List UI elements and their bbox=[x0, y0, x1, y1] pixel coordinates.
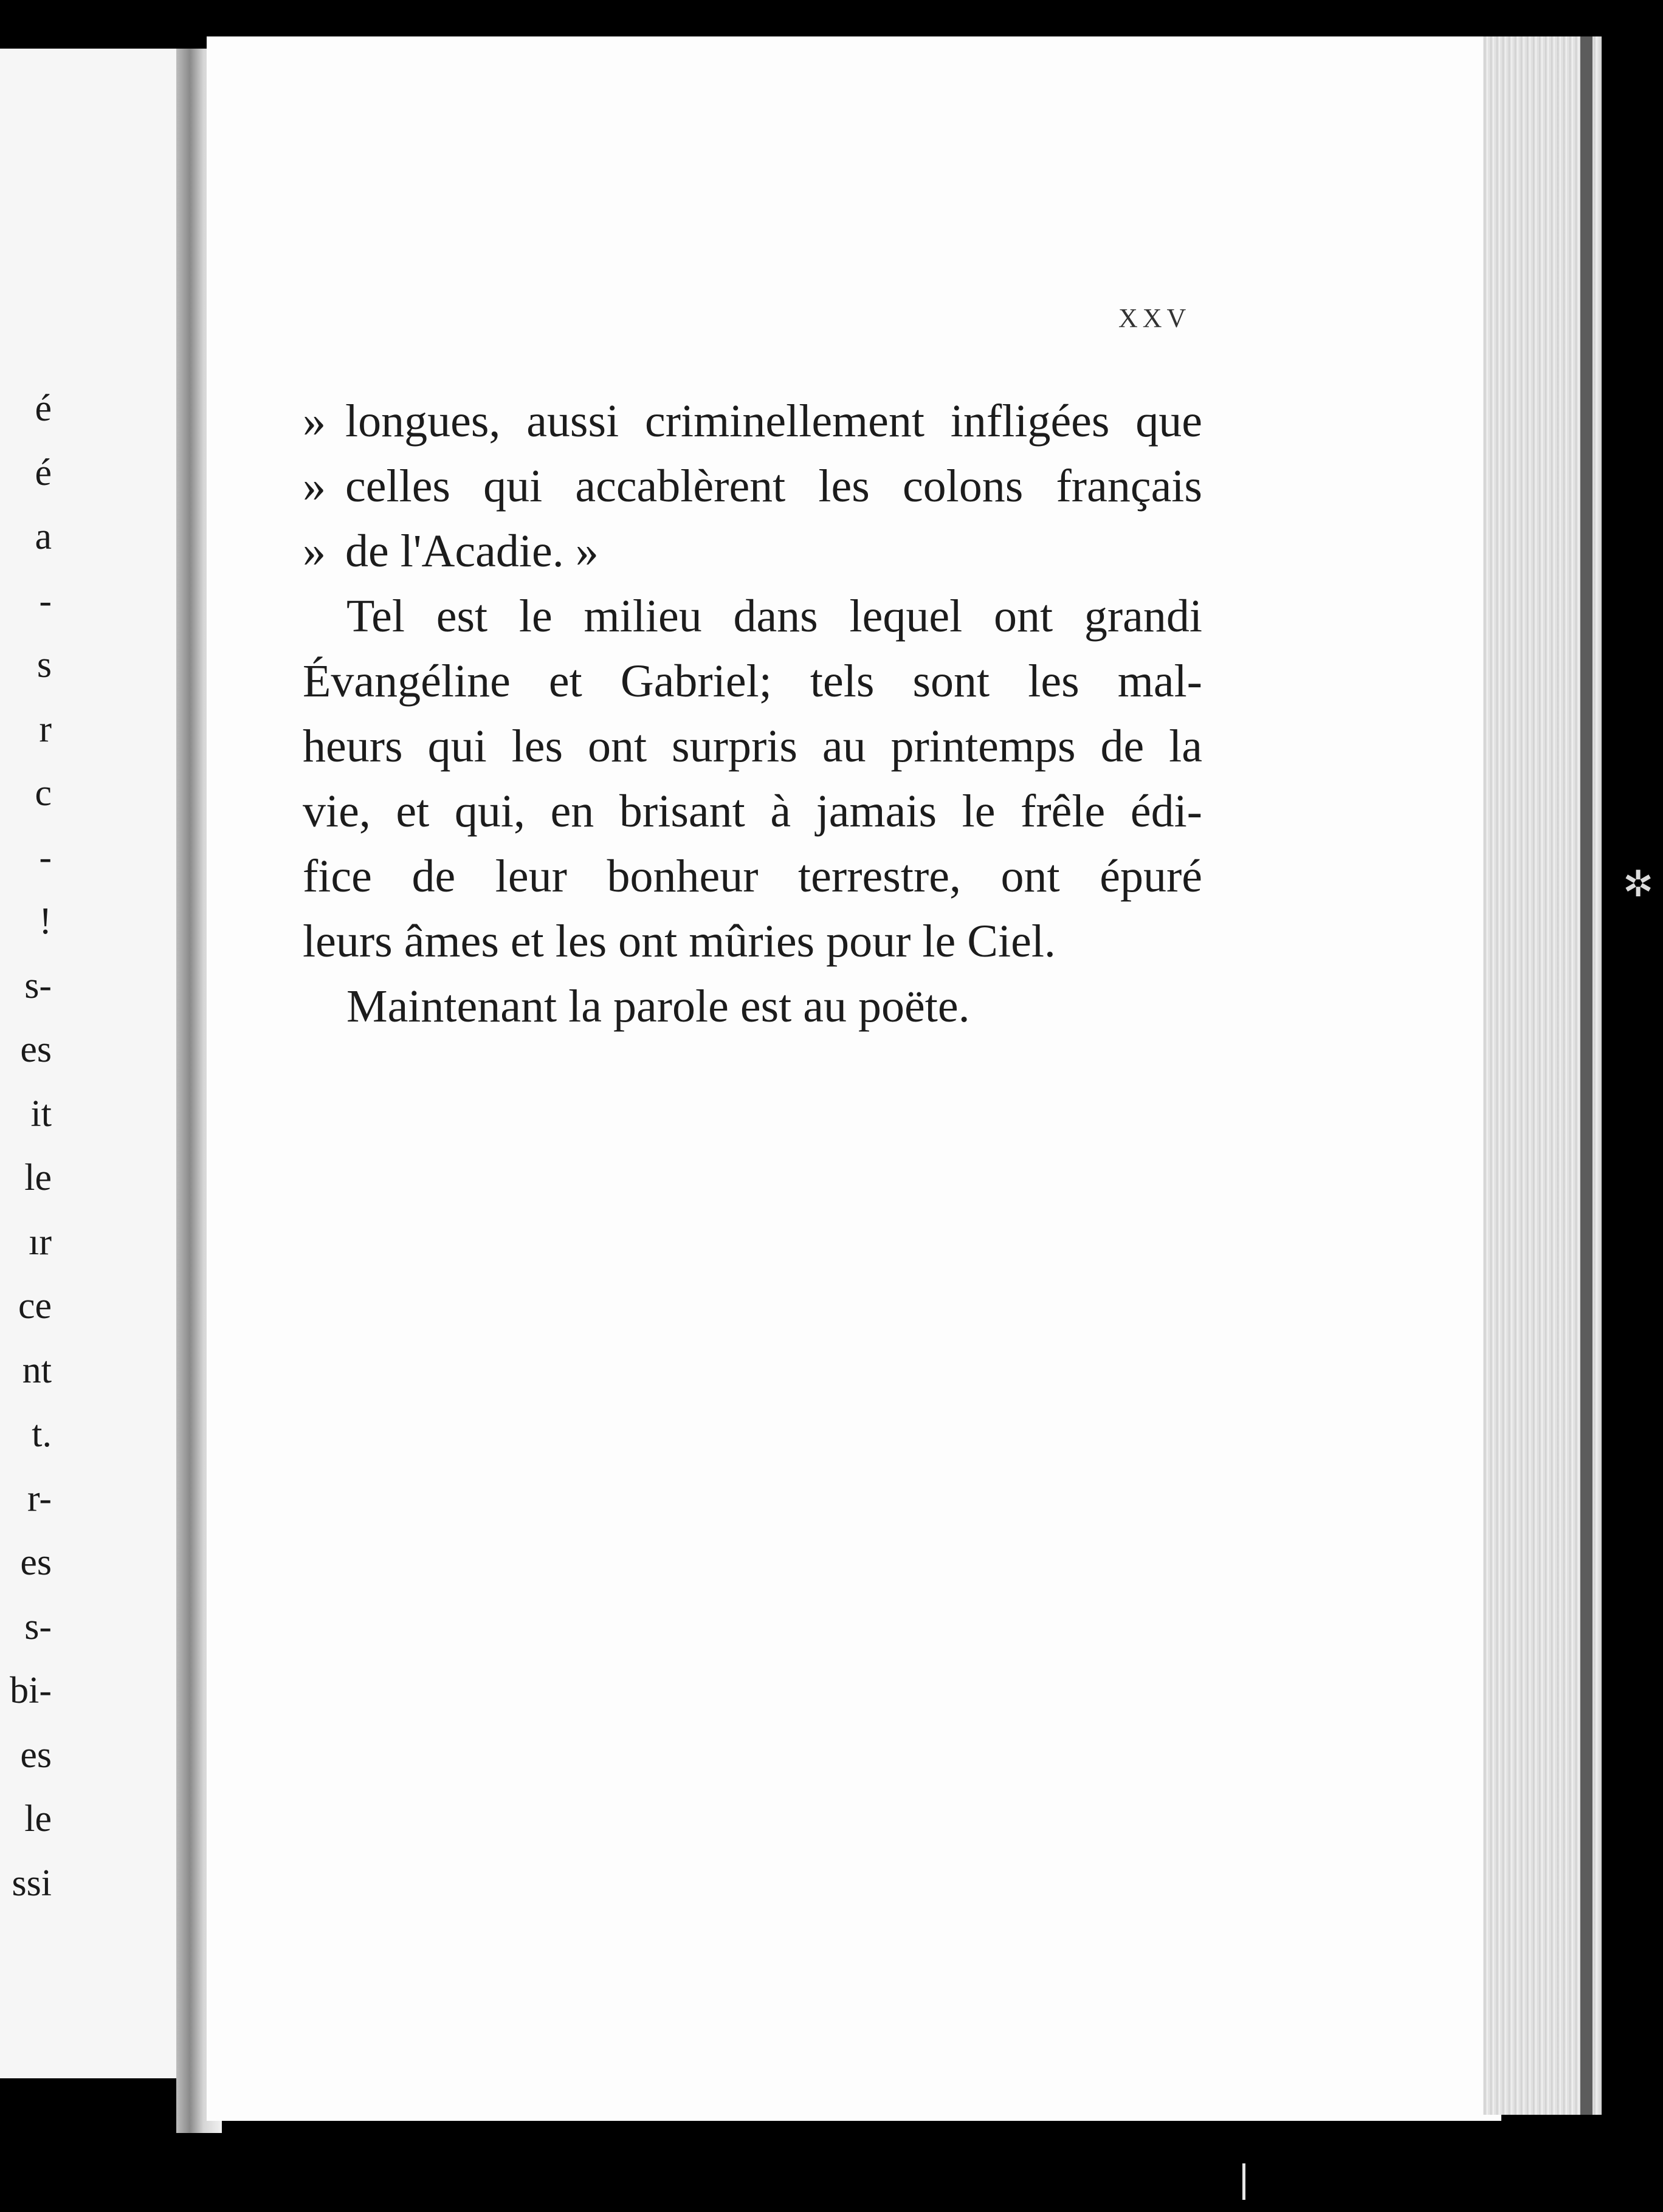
current-page bbox=[207, 36, 1501, 2121]
text-line: Maintenant la parole est au poëte. bbox=[346, 981, 970, 1032]
paragraph bbox=[303, 974, 1202, 1039]
quote-mark: » bbox=[303, 461, 326, 512]
text-line: vie, et qui, en brisant à jamais le frêle édi- bbox=[303, 786, 1202, 837]
text-line: leurs âmes et les ont mûries pour le Ciel. bbox=[303, 916, 1056, 967]
previous-page bbox=[0, 49, 188, 2078]
quote-line bbox=[303, 454, 1202, 519]
text-line: Tel est le milieu dans lequel ont grandi bbox=[346, 591, 1202, 642]
quote-block bbox=[303, 389, 1202, 584]
line-ending: es bbox=[20, 1542, 52, 1583]
quote-text: de l'Acadie. » bbox=[345, 526, 599, 577]
line-ending: é bbox=[35, 388, 52, 429]
line-ending: s- bbox=[24, 964, 52, 1006]
line-ending: c bbox=[35, 772, 52, 814]
line-ending: ce bbox=[18, 1285, 52, 1327]
line-ending: t. bbox=[32, 1413, 52, 1455]
paragraph bbox=[303, 584, 1202, 974]
quote-text: longues, aussi criminellement infligées que bbox=[345, 396, 1202, 447]
line-ending: é bbox=[35, 452, 52, 493]
line-ending: es bbox=[20, 1029, 52, 1070]
line-ending: ır bbox=[29, 1221, 52, 1263]
line-ending: a bbox=[35, 516, 52, 557]
page-number: XXV bbox=[1118, 303, 1191, 333]
line-ending: s- bbox=[24, 1606, 52, 1647]
quote-mark: » bbox=[303, 396, 326, 447]
line-ending: nt bbox=[22, 1349, 52, 1391]
quote-line bbox=[303, 519, 1202, 584]
line-ending: s bbox=[36, 644, 52, 685]
line-ending: bi- bbox=[10, 1670, 52, 1711]
line-ending: - bbox=[39, 836, 52, 878]
edge-blemish-icon: ✲ bbox=[1623, 864, 1654, 904]
line-ending: ssi bbox=[12, 1862, 52, 1904]
line-ending: r bbox=[39, 708, 52, 750]
line-ending: le bbox=[24, 1798, 52, 1839]
page-edge-shadow bbox=[1580, 36, 1592, 2115]
text-line: fice de leur bonheur terrestre, ont épuré bbox=[303, 851, 1202, 902]
line-ending: r- bbox=[27, 1477, 52, 1519]
quote-line bbox=[303, 389, 1202, 454]
previous-page-line-endings bbox=[0, 377, 52, 1915]
page-body bbox=[303, 389, 1202, 1039]
line-ending: it bbox=[30, 1093, 52, 1135]
scan-artifact bbox=[1242, 2163, 1245, 2200]
text-line: Évangéline et Gabriel; tels sont les mal- bbox=[303, 656, 1202, 707]
line-ending: es bbox=[20, 1734, 52, 1776]
quote-text: celles qui accablèrent les colons français bbox=[345, 461, 1202, 512]
text-line: heurs qui les ont surpris au printemps de la bbox=[303, 721, 1202, 772]
quote-mark: » bbox=[303, 526, 326, 577]
line-ending: le bbox=[24, 1157, 52, 1198]
line-ending: ! bbox=[39, 901, 52, 942]
line-ending: - bbox=[39, 580, 52, 622]
